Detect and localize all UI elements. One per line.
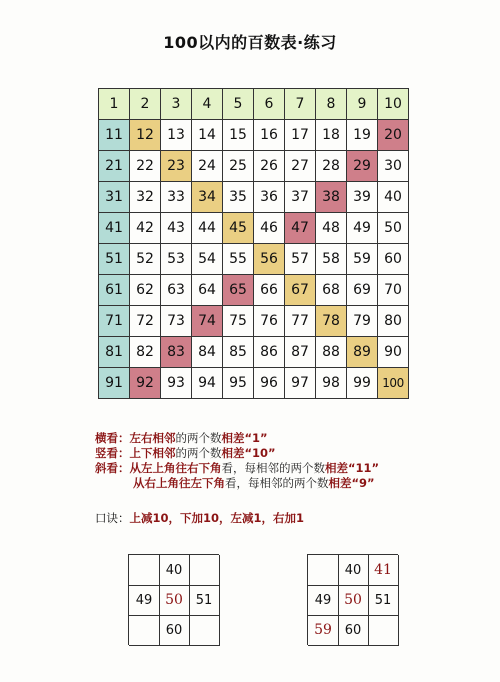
number-cell: 52 (130, 244, 161, 275)
number-cell: 72 (130, 306, 161, 337)
rules-notes (95, 431, 379, 491)
example-cell (129, 555, 160, 586)
number-cell: 80 (378, 306, 409, 337)
example-cell (308, 555, 339, 586)
example-cell (189, 615, 220, 646)
example-cell: 49 (308, 585, 339, 616)
number-cell: 95 (223, 368, 254, 399)
number-cell: 27 (285, 151, 316, 182)
number-cell: 26 (254, 151, 285, 182)
number-cell: 59 (347, 244, 378, 275)
note-text: 的两个数 (175, 431, 222, 445)
number-cell: 34 (192, 182, 223, 213)
note-horizontal (95, 431, 379, 446)
number-cell: 96 (254, 368, 285, 399)
number-cell: 82 (130, 337, 161, 368)
number-cell: 14 (192, 120, 223, 151)
number-cell: 99 (347, 368, 378, 399)
note-label: 竖看： (95, 446, 130, 460)
number-cell: 87 (285, 337, 316, 368)
mnemonic (95, 510, 304, 526)
number-cell: 83 (161, 337, 192, 368)
number-cell: 23 (161, 151, 192, 182)
number-cell: 21 (99, 151, 130, 182)
example-cell: 50 (159, 585, 190, 616)
number-cell: 48 (316, 213, 347, 244)
number-cell: 11 (99, 120, 130, 151)
number-cell: 35 (223, 182, 254, 213)
example-cell: 59 (308, 615, 339, 646)
number-cell: 74 (192, 306, 223, 337)
number-cell: 84 (192, 337, 223, 368)
note-key: 相差“11” (325, 461, 380, 475)
number-cell: 40 (378, 182, 409, 213)
number-cell: 75 (223, 306, 254, 337)
page-title: 100以内的百数表·练习 (163, 33, 337, 52)
note-key: 左右相邻 (129, 431, 176, 445)
number-cell: 56 (254, 244, 285, 275)
number-cell: 18 (316, 120, 347, 151)
number-cell: 5 (223, 89, 254, 120)
number-cell: 64 (192, 275, 223, 306)
number-cell: 89 (347, 337, 378, 368)
number-cell: 13 (161, 120, 192, 151)
number-cell: 63 (161, 275, 192, 306)
example-cell (189, 555, 220, 586)
number-cell: 15 (223, 120, 254, 151)
example-grid-2 (307, 554, 398, 645)
number-cell: 28 (316, 151, 347, 182)
number-cell: 77 (285, 306, 316, 337)
number-cell: 33 (161, 182, 192, 213)
number-cell: 16 (254, 120, 285, 151)
number-cell: 49 (347, 213, 378, 244)
number-cell: 97 (285, 368, 316, 399)
number-cell: 37 (285, 182, 316, 213)
number-cell: 86 (254, 337, 285, 368)
number-cell: 94 (192, 368, 223, 399)
example-grid-1 (128, 554, 219, 645)
number-cell: 42 (130, 213, 161, 244)
number-cell: 1 (99, 89, 130, 120)
mnemonic-text: 上减10，下加10，左减1，右加1 (129, 511, 305, 525)
note-text: 的两个数 (175, 446, 222, 460)
number-cell: 25 (223, 151, 254, 182)
number-cell: 54 (192, 244, 223, 275)
number-cell: 85 (223, 337, 254, 368)
note-text: 看，每相邻的两个数 (221, 461, 325, 475)
number-cell: 41 (99, 213, 130, 244)
number-cell: 9 (347, 89, 378, 120)
note-key: 上下相邻 (129, 446, 176, 460)
number-cell: 44 (192, 213, 223, 244)
number-cell: 12 (130, 120, 161, 151)
number-cell: 55 (223, 244, 254, 275)
number-cell: 68 (316, 275, 347, 306)
number-cell: 4 (192, 89, 223, 120)
number-cell: 29 (347, 151, 378, 182)
number-cell: 70 (378, 275, 409, 306)
number-cell: 78 (316, 306, 347, 337)
number-cell: 58 (316, 244, 347, 275)
note-label: 斜看： (95, 461, 130, 475)
example-cell: 49 (129, 585, 160, 616)
number-cell: 31 (99, 182, 130, 213)
number-cell: 47 (285, 213, 316, 244)
number-cell: 53 (161, 244, 192, 275)
note-key: 从左上角往右下角 (129, 461, 222, 475)
example-cell: 60 (338, 615, 369, 646)
number-cell: 6 (254, 89, 285, 120)
example-cell (129, 615, 160, 646)
number-cell: 10 (378, 89, 409, 120)
number-cell: 100 (378, 368, 409, 399)
number-cell: 90 (378, 337, 409, 368)
note-diagonal-2 (95, 476, 379, 491)
number-cell: 62 (130, 275, 161, 306)
number-cell: 93 (161, 368, 192, 399)
note-text: 看，每相邻的两个数 (225, 476, 329, 490)
note-key: 相差“10” (221, 446, 276, 460)
example-cell: 51 (368, 585, 399, 616)
example-cell (368, 615, 399, 646)
number-cell: 19 (347, 120, 378, 151)
number-cell: 98 (316, 368, 347, 399)
number-cell: 60 (378, 244, 409, 275)
number-cell: 3 (161, 89, 192, 120)
note-label: 横看： (95, 431, 130, 445)
number-cell: 65 (223, 275, 254, 306)
note-key: 从右上角往左下角 (133, 476, 225, 490)
number-cell: 45 (223, 213, 254, 244)
number-cell: 46 (254, 213, 285, 244)
note-key: 相差“9” (328, 476, 375, 490)
number-cell: 73 (161, 306, 192, 337)
number-cell: 39 (347, 182, 378, 213)
example-cell: 50 (338, 585, 369, 616)
number-cell: 32 (130, 182, 161, 213)
example-cell: 60 (159, 615, 190, 646)
number-cell: 66 (254, 275, 285, 306)
number-cell: 57 (285, 244, 316, 275)
number-cell: 81 (99, 337, 130, 368)
number-cell: 92 (130, 368, 161, 399)
number-cell: 61 (99, 275, 130, 306)
example-cell: 40 (338, 555, 369, 586)
number-cell: 22 (130, 151, 161, 182)
number-cell: 20 (378, 120, 409, 151)
note-diagonal-1 (95, 461, 379, 476)
number-cell: 24 (192, 151, 223, 182)
example-cell: 40 (159, 555, 190, 586)
number-cell: 69 (347, 275, 378, 306)
number-cell: 38 (316, 182, 347, 213)
mnemonic-label: 口诀： (95, 511, 130, 525)
number-cell: 7 (285, 89, 316, 120)
number-cell: 76 (254, 306, 285, 337)
number-cell: 50 (378, 213, 409, 244)
number-cell: 51 (99, 244, 130, 275)
hundred-number-chart (98, 88, 409, 399)
number-cell: 2 (130, 89, 161, 120)
example-cell: 41 (368, 555, 399, 586)
number-cell: 17 (285, 120, 316, 151)
number-cell: 71 (99, 306, 130, 337)
note-vertical (95, 446, 379, 461)
note-key: 相差“1” (221, 431, 268, 445)
number-cell: 79 (347, 306, 378, 337)
number-cell: 36 (254, 182, 285, 213)
number-cell: 88 (316, 337, 347, 368)
example-cell: 51 (189, 585, 220, 616)
number-cell: 8 (316, 89, 347, 120)
number-cell: 91 (99, 368, 130, 399)
number-cell: 43 (161, 213, 192, 244)
number-cell: 67 (285, 275, 316, 306)
number-cell: 30 (378, 151, 409, 182)
